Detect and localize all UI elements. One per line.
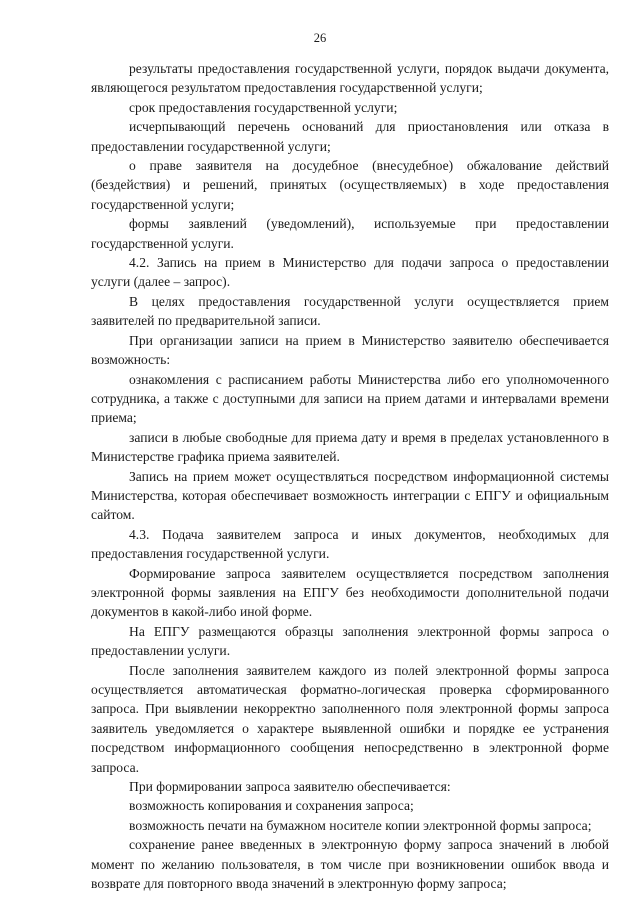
paragraph-refusal-grounds: исчерпывающий перечень оснований для приостановления или отказа в предоставлении государственной услуги; [91, 119, 609, 154]
paragraph-free-slots: записи в любые свободные для приема дату и время в пределах установленного в Министерстве графика приема заявителей. [91, 429, 609, 465]
section-4-2-heading: 4.2. Запись на прием в Министерство для подачи запроса о предоставлении услуги (далее – запрос). [91, 255, 609, 290]
paragraph-print-copy: возможность печати на бумажном носителе копии электронной формы запроса; [129, 817, 592, 833]
page-body [91, 59, 609, 893]
paragraph-save-values: сохранение ранее введенных в электронную форму запроса значений в любой момент по желанию пользователя, в том числе при возникновении ошибок ввода и возврате для повторного ввода значений в электронную форму запроса; [91, 837, 609, 892]
paragraph-preliminary-booking: В целях предоставления государственной услуги осуществляется прием заявителей по предварительной записи. [91, 293, 609, 329]
paragraph-application-forms: формы заявлений (уведомлений), используемые при предоставлении государственной услуги. [91, 216, 609, 251]
paragraph-appeal-right: о праве заявителя на досудебное (внесудебное) обжалование действий (бездействия) и решений, принятых (осуществляемых) в ходе предоставления государственной услуги; [91, 158, 609, 212]
paragraph-result-issuance: результаты предоставления государственной услуги, порядок выдачи документа, являющегося результатом предоставления государственной услуги; [91, 61, 609, 96]
paragraph-booking-possibility: При организации записи на прием в Министерство заявителю обеспечивается возможность: [91, 332, 609, 368]
paragraph-form-samples: На ЕПГУ размещаются образцы заполнения электронной формы запроса о предоставлении услуги. [91, 623, 609, 659]
page-number: 26 [313, 31, 327, 45]
paragraph-copy-save: возможность копирования и сохранения запроса; [129, 798, 414, 814]
paragraph-request-formation: Формирование запроса заявителем осуществляется посредством заполнения электронной формы заявления на ЕПГУ без необходимости дополнительной подачи документов в какой-либо иной форме. [91, 565, 609, 620]
paragraph-ensured-features: При формировании запроса заявителю обеспечивается: [129, 779, 451, 795]
paragraph-service-term: срок предоставления государственной услуги; [129, 99, 398, 115]
paragraph-info-system: Запись на прием может осуществляться посредством информационной системы Министерства, которая обеспечивает возможность интеграции с ЕПГУ и официальным сайтом. [91, 468, 609, 523]
paragraph-format-check: После заполнения заявителем каждого из полей электронной формы запроса осуществляется автоматическая форматно-логическая проверка сформированного запроса. При выявлении некорректно заполненного поля электронной формы запроса заявитель уведомляется о характере выявленной ошибки и порядке ее устранения посредством информационного сообщения непосредственно в электронной форме запроса. [91, 662, 609, 775]
section-4-3-heading: 4.3. Подача заявителем запроса и иных документов, необходимых для предоставления государственной услуги. [91, 526, 609, 562]
paragraph-schedule-familiarization: ознакомления с расписанием работы Министерства либо его уполномоченного сотрудника, а также с доступными для записи на прием датами и интервалами времени приема; [91, 371, 609, 426]
